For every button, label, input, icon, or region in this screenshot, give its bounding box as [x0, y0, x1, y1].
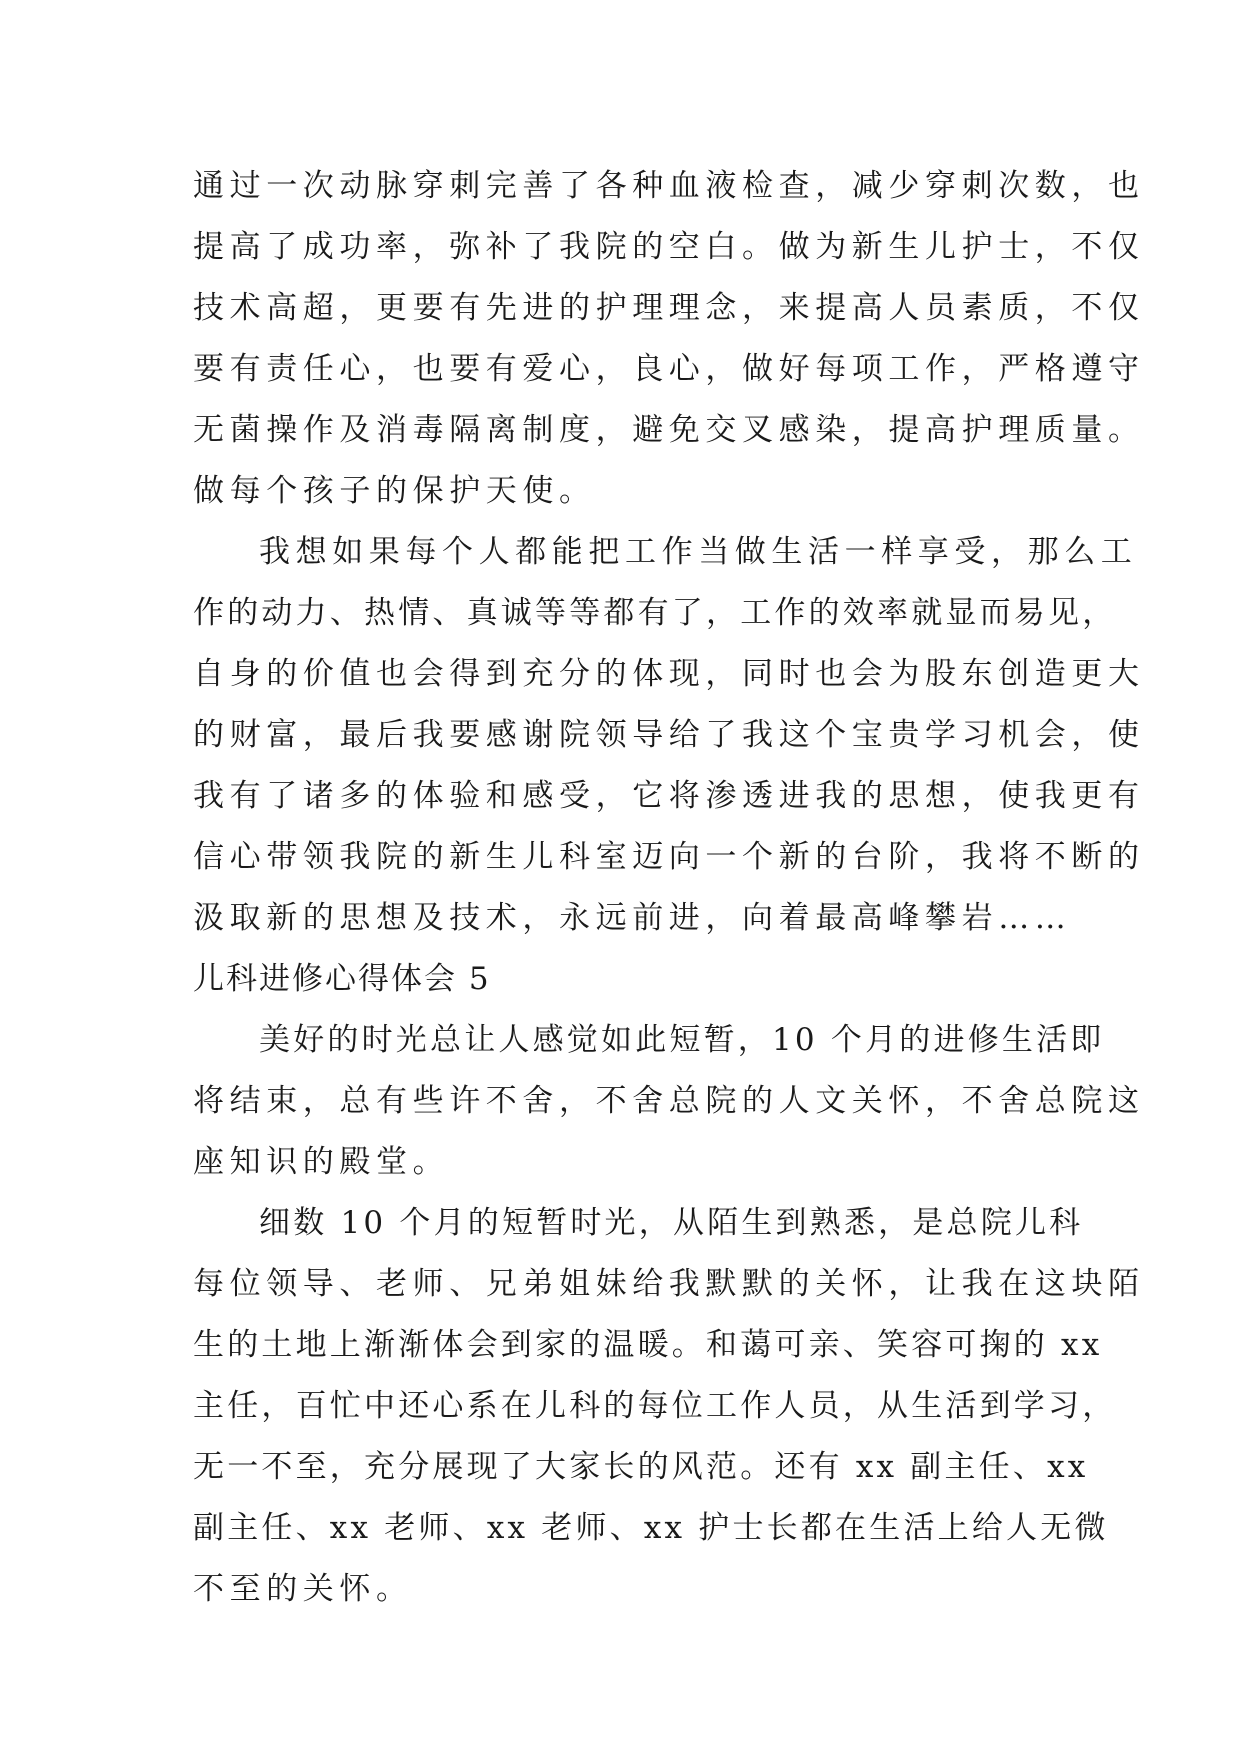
paragraph-4-line-2: 每位领导、老师、兄弟姐妹给我默默的关怀，让我在这块陌 [193, 1266, 1145, 1302]
paragraph-4-line-3: 生的土地上渐渐体会到家的温暖。和蔼可亲、笑容可掬的 xx [193, 1327, 1103, 1363]
section-heading: 儿科进修心得体会 5 [193, 961, 491, 997]
paragraph-4-line-4: 主任，百忙中还心系在儿科的每位工作人员，从生活到学习， [193, 1388, 1117, 1424]
paragraph-4-line-6: 副主任、xx 老师、xx 老师、xx 护士长都在生活上给人无微 [193, 1510, 1109, 1546]
paragraph-3-line-1: 美好的时光总让人感觉如此短暂，10 个月的进修生活即 [259, 1022, 1105, 1058]
paragraph-2-line-1: 我想如果每个人都能把工作当做生活一样享受，那么工 [259, 534, 1138, 570]
paragraph-2-line-5: 我有了诸多的体验和感受，它将渗透进我的思想，使我更有 [193, 778, 1145, 814]
paragraph-1-line-4: 要有责任心，也要有爱心，良心，做好每项工作，严格遵守 [193, 351, 1145, 387]
paragraph-1-line-3: 技术高超，更要有先进的护理理念，来提高人员素质，不仅 [193, 290, 1145, 326]
paragraph-3-line-2: 将结束，总有些许不舍，不舍总院的人文关怀，不舍总院这 [193, 1083, 1145, 1119]
paragraph-1-line-1: 通过一次动脉穿刺完善了各种血液检查，减少穿刺次数，也 [193, 168, 1145, 204]
paragraph-4-line-7: 不至的关怀。 [193, 1571, 413, 1607]
paragraph-1-line-6: 做每个孩子的保护天使。 [193, 473, 596, 509]
paragraph-2-line-3: 自身的价值也会得到充分的体现，同时也会为股东创造更大 [193, 656, 1145, 692]
paragraph-1-line-2: 提高了成功率，弥补了我院的空白。做为新生儿护士，不仅 [193, 229, 1145, 265]
paragraph-2-line-2: 作的动力、热情、真诚等等都有了，工作的效率就显而易见， [193, 595, 1117, 631]
paragraph-4-line-1: 细数 10 个月的短暂时光，从陌生到熟悉，是总院儿科 [259, 1205, 1084, 1241]
paragraph-2-line-4: 的财富，最后我要感谢院领导给了我这个宝贵学习机会，使 [193, 717, 1145, 753]
paragraph-2-line-7: 汲取新的思想及技术，永远前进，向着最高峰攀岩…… [193, 900, 1072, 936]
paragraph-3-line-3: 座知识的殿堂。 [193, 1144, 450, 1180]
paragraph-4-line-5: 无一不至，充分展现了大家长的风范。还有 xx 副主任、xx [193, 1449, 1089, 1485]
paragraph-2-line-6: 信心带领我院的新生儿科室迈向一个新的台阶，我将不断的 [193, 839, 1145, 875]
paragraph-1-line-5: 无菌操作及消毒隔离制度，避免交叉感染，提高护理质量。 [193, 412, 1145, 448]
